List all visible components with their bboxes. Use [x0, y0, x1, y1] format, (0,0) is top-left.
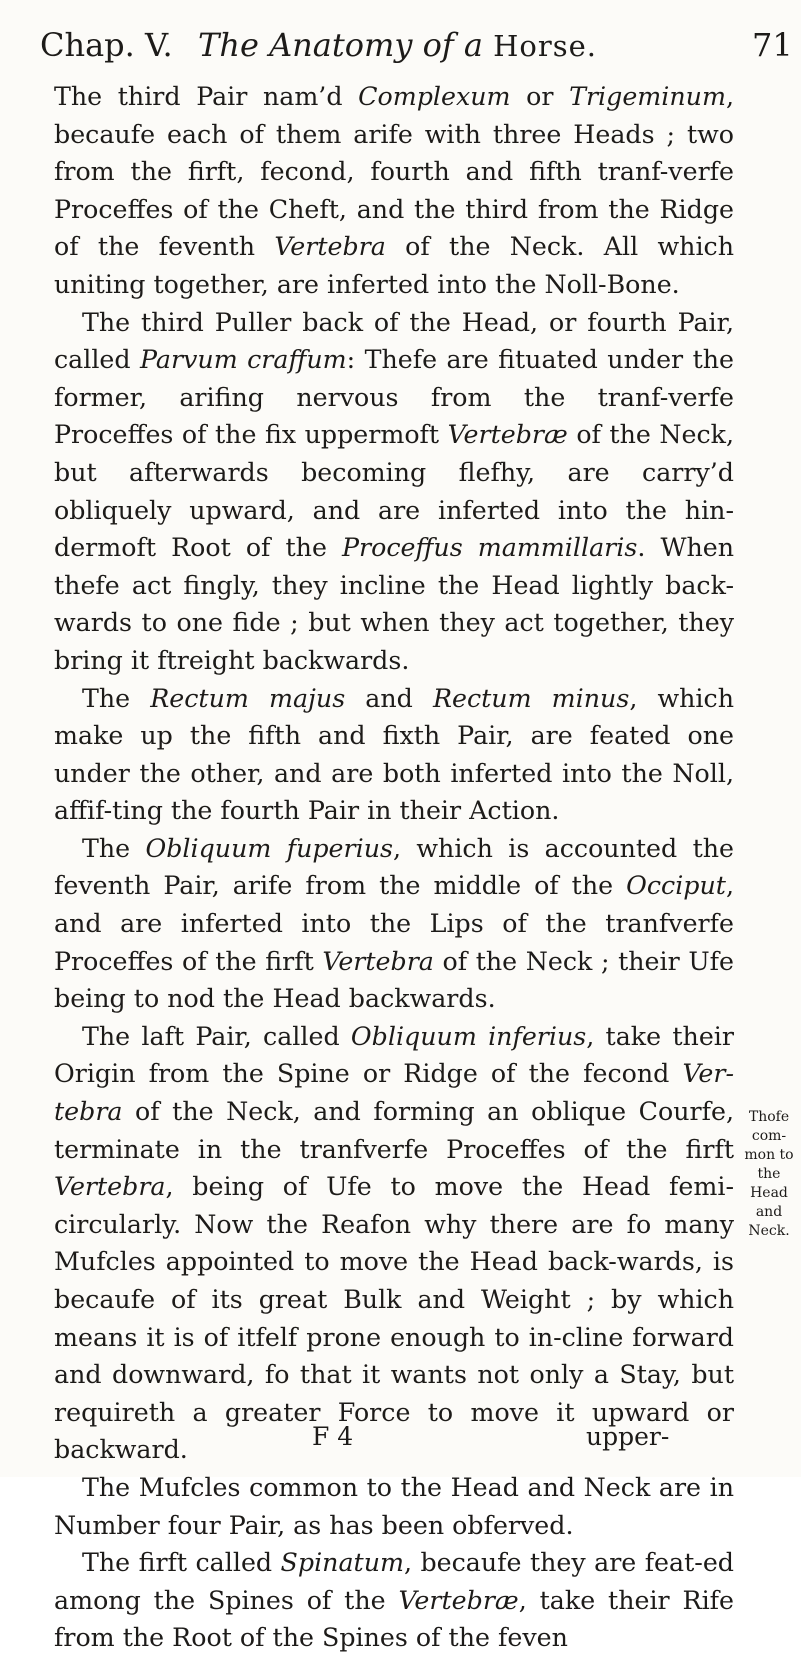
text-run: The third Puller back of the Head, or fourth Pair, called [54, 307, 734, 375]
text-run: , which make up the fifth and fixth Pair, are feated one under the other, and are both inferted into the Noll, affif-ting the fourth Pair in their Action. [54, 683, 734, 826]
text-run: : Thefe are fituated under the former, arifing nervous from the tranf-verfe Proceffes of the fix uppermoft [54, 345, 735, 450]
italic-term: Trigeminum [569, 82, 726, 111]
signature-mark: F 4 [312, 1422, 354, 1451]
text-run: , take their Origin from the Spine or Ridge of the fecond [54, 1021, 734, 1089]
italic-term: Complexum [358, 82, 511, 111]
text-run: The laft Pair, called [82, 1021, 351, 1051]
text-run: of the Neck, and forming an oblique Courfe, terminate in the tranfverfe Proceffes of the firft [54, 1097, 734, 1164]
margin-note-line: mon to the [744, 1147, 794, 1182]
text-run: or [510, 82, 570, 111]
catchword: upper- [586, 1422, 670, 1451]
text-run: , becaufe each of them arife with three Heads ; two from the firft, fecond, fourth and fifth tranf-verfe Proceffes of the Cheft, and the third from the Ridge of the feventh [54, 82, 734, 262]
text-run: , and are inferted into the Lips of the tranfverfe Proceffes of the firft [54, 871, 734, 976]
text-run: , take their Rife from the Root of the Spines of the feven [54, 1585, 734, 1653]
text-run: The [82, 833, 146, 863]
text-run: and [345, 683, 433, 713]
text-run: of the Neck. All which uniting together, are inferted into the Noll-Bone. [54, 232, 734, 299]
paragraph [54, 1544, 734, 1657]
running-title-italic: The Anatomy of a [198, 26, 483, 64]
page-number: 71 [752, 26, 793, 64]
text-run: of the Neck ; their Ufe being to nod the Head backwards. [54, 946, 734, 1014]
margin-note-line: Head and [750, 1185, 788, 1220]
italic-term: Ver-tebra [54, 1059, 734, 1127]
text-run: The third Pair nam’d [54, 82, 359, 111]
text-run: of the Neck, but afterwards becoming flefhy, are carry’d obliquely upward, and are inferted into the hin-dermoft Root of the [54, 420, 734, 563]
text-run: The Mufcles common to the Head and Neck are in Number four Pair, as has been obferved. [54, 1472, 734, 1540]
italic-term: Vertebra [322, 946, 434, 976]
paragraph [54, 78, 734, 304]
italic-term: Vertebra [274, 232, 386, 262]
italic-term: Proceffus mammillaris [342, 533, 638, 563]
chapter-label: Chap. V. [40, 26, 173, 64]
footer-line [54, 1418, 734, 1456]
running-header [40, 16, 800, 74]
paragraph [54, 1018, 734, 1469]
italic-term: Vertebræ [447, 420, 568, 450]
italic-term: Occiput [626, 871, 726, 901]
italic-term: Obliquum inferius [350, 1021, 587, 1051]
margin-note-line: Neck. [748, 1223, 790, 1239]
text-run: . When thefe act fingly, they incline the Head lightly back-wards to one fide ; but when they act together, they bring it ftreight backwards. [54, 533, 734, 675]
italic-term: Parvum craffum [140, 345, 347, 375]
text-run: The [82, 683, 151, 713]
paragraph [54, 304, 734, 680]
margin-note-line: Thofe com- [748, 1109, 790, 1144]
italic-term: Rectum majus [150, 683, 346, 713]
running-title-caps: Horse. [493, 29, 597, 63]
text-run: The firft called [82, 1548, 281, 1578]
paragraph [54, 1469, 734, 1544]
paragraph [54, 680, 734, 830]
margin-note [738, 1108, 800, 1241]
italic-term: Obliquum fuperius [145, 833, 393, 863]
italic-term: Vertebræ [398, 1585, 519, 1615]
paragraph [54, 830, 734, 1018]
text-run: , being of Ufe to move the Head femi-circularly. Now the Reafon why there are fo many Mufcles appointed to move the Head back-wards, is becaufe of its great Bulk and Weight ; by which means it is of itfelf prone enough to in-cline forward and downward, fo that it wants not only a Stay, but requireth a greater Force to move it upward or backward. [54, 1172, 734, 1465]
running-title [198, 16, 597, 75]
text-run: , becaufe they are feat-ed among the Spines of the [54, 1548, 734, 1615]
italic-term: Vertebra [54, 1172, 166, 1202]
text-run: , which is accounted the feventh Pair, arife from the middle of the [54, 833, 734, 901]
italic-term: Rectum minus [432, 683, 630, 713]
italic-term: Spinatum [280, 1548, 404, 1578]
